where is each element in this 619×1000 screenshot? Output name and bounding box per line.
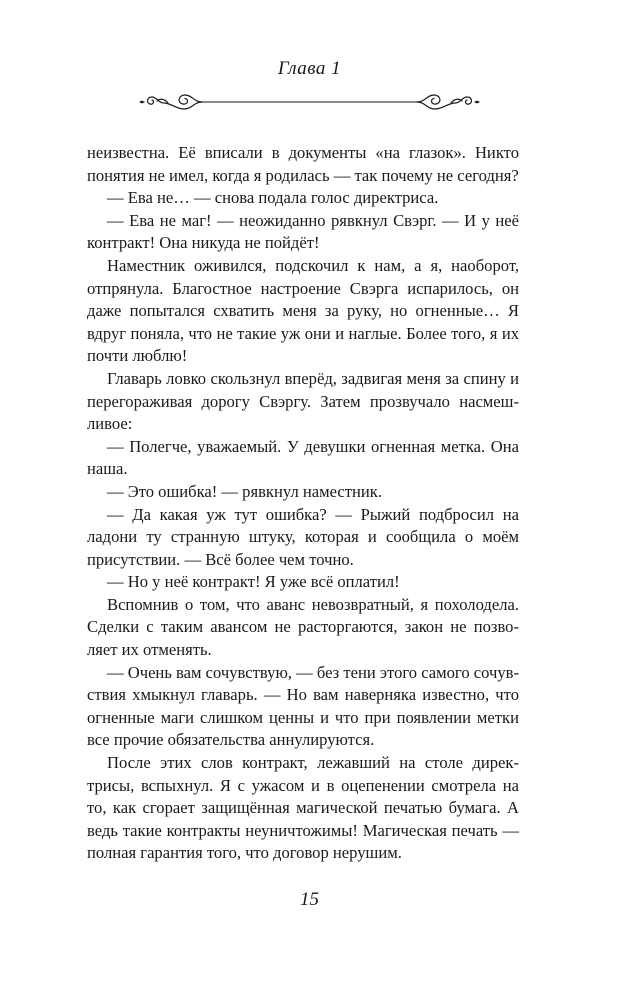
ornament-divider-icon [138, 90, 481, 114]
paragraph-4: Наместник оживился, подскочил к нам, а я, наоборот, отпрянула. Благостное настроение Свэрга испарилось, он даже попытался схватить меня за руку, но огненные… Я вдруг поняла, что не такие уж они и наглые. Более того, я их почти люблю! [87, 255, 519, 366]
paragraph-3: — Ева не маг! — неожиданно рявкнул Свэрг. — И у неё контракт! Она никуда не пойдёт! [87, 210, 519, 253]
paragraph-12: После этих слов контракт, лежавший на столе директрисы, вспыхнул. Я с ужасом и в оцепенении смотрела на то, как сгорает защищённая магической печатью бумага. А ведь такие контракты неуничтожимы! Магическая печать — полная гарантия того, что договор нерушим. [87, 753, 519, 863]
paragraph-2: — Ева не… — снова подала голос директриса. [107, 188, 439, 208]
paragraph-9: — Но у неё контракт! Я уже всё оплатил! [107, 572, 400, 592]
paragraph-6: — Полегче, уважаемый. У девушки огненная метка. Она наша. [87, 436, 519, 479]
chapter-running-head: Глава 1 [277, 58, 342, 79]
page-number: 15 [300, 889, 319, 910]
running-head-container [0, 58, 619, 80]
paragraph-7: — Это ошибка! — рявкнул наместник. [107, 481, 382, 501]
paragraph-8: — Да какая уж тут ошибка? — Рыжий подбросил на ладони ту странную штуку, которая и сообщила о моём присутствии. — Всё более чем точно. [87, 504, 519, 569]
paragraph-11: — Очень вам сочувствую, — без тени этого самого сочувствия хмыкнул главарь. — Но вам наверняка известно, что огненные маги слишком ценны и что при появлении метки все прочие обязательства аннулируются. [87, 662, 520, 750]
paragraph-1: неизвестна. Её вписали в документы «на глазок». Никто понятия не имел, когда я родилась — так почему не сегодня? [87, 143, 519, 185]
paragraph-10: Вспомнив о том, что аванс невозвратный, я похолодела. Сделки с таким авансом не расторгаются, закон не позволяет их отменять. [87, 594, 519, 660]
paragraph-5: Главарь ловко скользнул вперёд, задвигая меня за спину и перегораживая дорогу Свэргу. Затем прозвучало насмешливое: [87, 368, 519, 434]
page-body-text [87, 142, 519, 865]
